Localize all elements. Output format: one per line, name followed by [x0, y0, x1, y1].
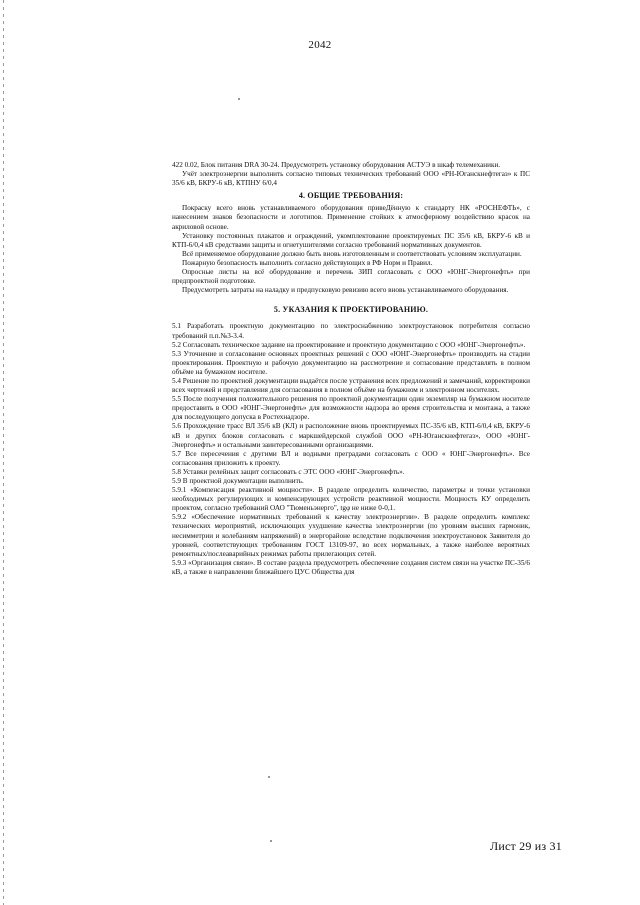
- section-5-heading: 5. УКАЗАНИЯ К ПРОЕКТИРОВАНИЮ.: [273, 305, 429, 315]
- section-5-paragraph: 5.4 Решение по проектной документации выдаётся после устранения всех предложений и замечаний, корректировки всех чертежей и представления для согласования в полном объёме на бумажном и электронном носителях.: [172, 376, 531, 395]
- section-5-paragraph: 5.6 Прохождение трасс ВЛ 35/6 кВ (КЛ) и расположение вновь проектируемых ПС-35/6 кВ, КТП-6/0,4 кВ, БКРУ-6 кВ и других блоков согласовать с маркшейдерской службой ООО «РН-Юганскнефтегаз», ООО «ЮНГ-Энергонефть» и остальными заинтересованными организациями.: [172, 422, 530, 449]
- scan-edge-line: [3, 0, 4, 905]
- section-5-paragraph: 5.8 Уставки релейных защит согласовать с ЭТС ООО «ЮНГ-Энергонефть».: [172, 467, 405, 476]
- section-4-paragraph: Установку постоянных плакатов и ограждений, укомплектование проектируемых ПС 35/6 кВ, БКРУ-6 кВ и КТП-6/0,4 кВ средствами защиты и огнетушителями согласно требований нормативных документов.: [172, 231, 530, 249]
- section-5-paragraph: 5.2 Согласовать техническое задание на проектирование и проектную документацию с ООО «ЮНГ-Энергонефть».: [172, 340, 526, 349]
- section-4-paragraph: Предусмотреть затраты на наладку и предпусковую ревизию всего вновь устанавливаемого оборудования.: [182, 286, 509, 295]
- section-5-paragraph: 5.7 Все пересечения с другими ВЛ и водными преградами согласовать с ООО « ЮНГ-Энергонефть». Все согласования приложить к проекту.: [172, 449, 530, 467]
- section-4-paragraph: Всё применяемое оборудование должно быть вновь изготовленным и соответствовать условиям эксплуатации.: [182, 249, 522, 258]
- section-5-paragraph: 5.9 В проектной документации выполнить.: [172, 477, 304, 485]
- section-5-paragraph: 5.5 После получения положительного решения по проектной документации один экземпляр на бумажном носителе предоставить в ООО «ЮНГ-Энергонефть» для возможности надзора во время строительства и монтажа, а также для последующего допуска в Ростехнадзоре.: [172, 395, 530, 422]
- section-5-paragraph: 5.9.3 «Организация связи». В составе раздела предусмотреть обеспечение создания систем связи на участке ПС-35/6 кВ, а также в направлении ближайшего ЦУС Общества для: [172, 558, 530, 576]
- section-4-paragraph: Покраску всего вновь устанавливаемого оборудования привеДённую к стандарту НК «РОСНЕФТЬ», с нанесением знаков безопасности и логотипов. Применение стойких к атмосферному воздействию красок на акриловой основе.: [172, 204, 530, 231]
- page-number: 2042: [308, 39, 332, 51]
- section-5-paragraph: 5.9.1 «Компенсация реактивной мощности». В разделе определить количество, параметры и точки установки необходимых регулирующих и компенсирующих устройств реактивной мощности. Мощность КУ определить проектом, согласно требований ОАО "Тюменьэнерго", tgφ не ниже 0-0,1.: [172, 486, 530, 513]
- scan-speck: [268, 776, 270, 778]
- intro-paragraph: 422 0.02, Блок питания DRA 30-24. Предусмотреть установку оборудования АСТУЭ в шкаф телемеханики.: [172, 161, 501, 169]
- section-5-paragraph: 5.3 Уточнение и согласование основных проектных решений с ООО «ЮНГ-Энергонефть» производить на стадии проектирования. Проектную и рабочую документацию на рассмотрение и согласование представлять в полном объёме на бумажном носителе.: [172, 349, 530, 376]
- intro-paragraph: Учёт электроэнергии выполнить согласно типовых технических требований ООО «РН-Юганскнефтегаз» к ПС 35/6 кВ, БКРУ-6 кВ, КТПНУ 6/0,4: [172, 170, 530, 188]
- section-5-paragraph: 5.9.2 «Обеспечение нормативных требований к качеству электроэнергии». В разделе определить комплекс технических мероприятий, исключающих ухудшение качества электроэнергии (по уровням высших гармоник, несимметрии и колебаниям напряжений) в энергорайоне вследствие подключения электроустановок Заявителя до уровней, соответствующих требованиям ГОСТ 13109-97, во всех нормальных, а также наиболее вероятных ремонтных/послеаварийных режимах работы прилегающих сетей.: [172, 513, 530, 558]
- scan-speck: [270, 840, 272, 842]
- scan-speck: [238, 98, 240, 100]
- section-4-paragraph: Пожарную безопасность выполнить согласно действующих в РФ Норм и Правил.: [182, 258, 433, 267]
- document-body: [172, 161, 530, 577]
- sheet-number-label: Лист 29 из 31: [490, 839, 562, 853]
- section-4-heading: 4. ОБЩИЕ ТРЕБОВАНИЯ:: [298, 191, 404, 201]
- section-5-paragraph: 5.1 Разработать проектную документацию по электроснабжению электроустановок потребителя согласно требований п.п.№3-3.4.: [172, 322, 530, 340]
- section-4-paragraph: Опросные листы на всё оборудование и перечень ЗИП согласовать с ООО «ЮНГ-Энергонефть» при предпроектной подготовке.: [172, 268, 530, 286]
